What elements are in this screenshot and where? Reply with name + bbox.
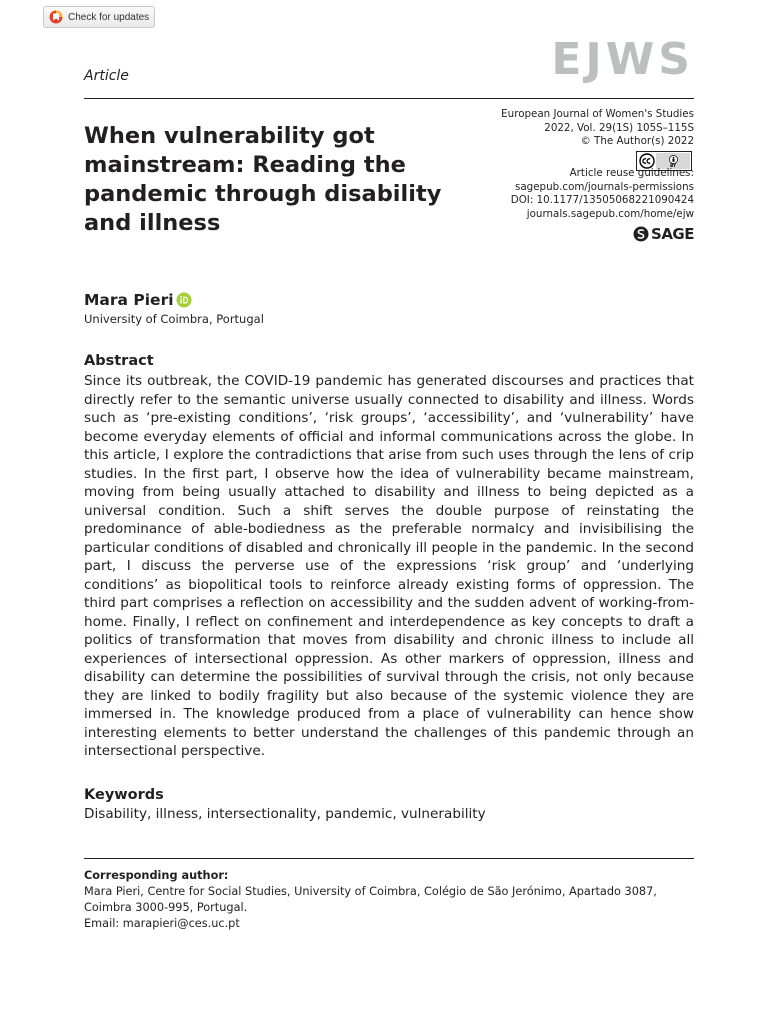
author-name: Mara Pieri [84,291,174,309]
sage-logo [626,225,694,243]
author-line [84,291,192,309]
journal-name: European Journal of Women's Studies [501,108,694,120]
keywords-heading: Keywords [84,787,164,803]
author-affiliation: University of Coimbra, Portugal [84,312,264,326]
check-for-updates-badge[interactable] [43,6,155,28]
reuse-guidelines-label: Article reuse guidelines: [569,167,694,179]
crossmark-icon [49,10,63,24]
corresponding-email[interactable]: Email: marapieri@ces.uc.pt [84,917,240,930]
footer-divider [84,858,694,859]
cc-by-label: BY [670,162,676,168]
abstract-body: Since its outbreak, the COVID-19 pandemic has generated discourses and practices that directly refer to the semantic universe usually connected to disability and illness. Words such as ‘pre-existing conditions’, ‘risk groups’, ‘accessibility’, and ‘vulnerability’ have become everyday elements of official and informal communications across the globe. In this article, I explore the contradictions that arise from such uses through the lens of crip studies. In the first part, I observe how the idea of vulnerability became mainstream, moving from being usually attached to disability and illness to being depicted as a universal condition. Such a shift serves the double purpose of reinstating the predominance of able-bodiedness as the preferable normalcy and invisibilising the particular conditions of disabled and chronically ill people in the pandemic. In the second part, I discuss the perverse use of the expressions ‘risk group’ and ‘underlying conditions’ as biopolitical tools to reinforce already existing forms of oppression. The third part comprises a reflection on accessibility and the sudden advent of working-from-home. Finally, I reflect on confinement and interdependence as key concepts to draft a politics of transformation that moves from disability and chronic illness to include all experiences of intersectional oppression. As other markers of oppression, illness and disability can determine the possibilities of survival through the crisis, not only because they are linked to bodily fragility but also because of the systemic violence they are immersed in. The knowledge produced from a place of vulnerability can hence show interesting elements to better understand the challenges of this pandemic through an intersectional perspective. [84,373,694,759]
corresponding-author-details [84,884,694,932]
corresponding-author-label: Corresponding author: [84,869,229,882]
abstract-heading: Abstract [84,353,154,369]
corresponding-city-line: Coimbra 3000-995, Portugal. [84,901,248,914]
article-title: When vulnerability got mainstream: Reading the pandemic through disability and illness [84,123,442,236]
article-type-label: Article [84,68,129,84]
doi-text[interactable]: DOI: 10.1177/13505068221090424 [510,194,694,206]
keywords-list: Disability, illness, intersectionality, pandemic, vulnerability [84,806,486,822]
journal-copyright: © The Author(s) 2022 [580,135,694,147]
orcid-icon[interactable] [176,292,192,308]
check-for-updates-label: Check for updates [68,11,150,23]
sage-wordmark: SAGE [651,225,694,243]
reuse-doi-block [480,167,694,221]
journal-citation-block [480,108,694,149]
sage-s-icon [633,226,649,242]
journal-homepage-link[interactable]: journals.sagepub.com/home/ejw [526,207,694,220]
journal-volume: 2022, Vol. 29(1S) 105S–115S [544,121,694,134]
journal-logo: EJWS [551,34,694,85]
corresponding-address-line: Mara Pieri, Centre for Social Studies, University of Coimbra, Colégio de São Jerónimo, Apartado 3087, [84,885,657,898]
header-divider [84,98,694,99]
permissions-link[interactable]: sagepub.com/journals-permissions [515,180,694,193]
